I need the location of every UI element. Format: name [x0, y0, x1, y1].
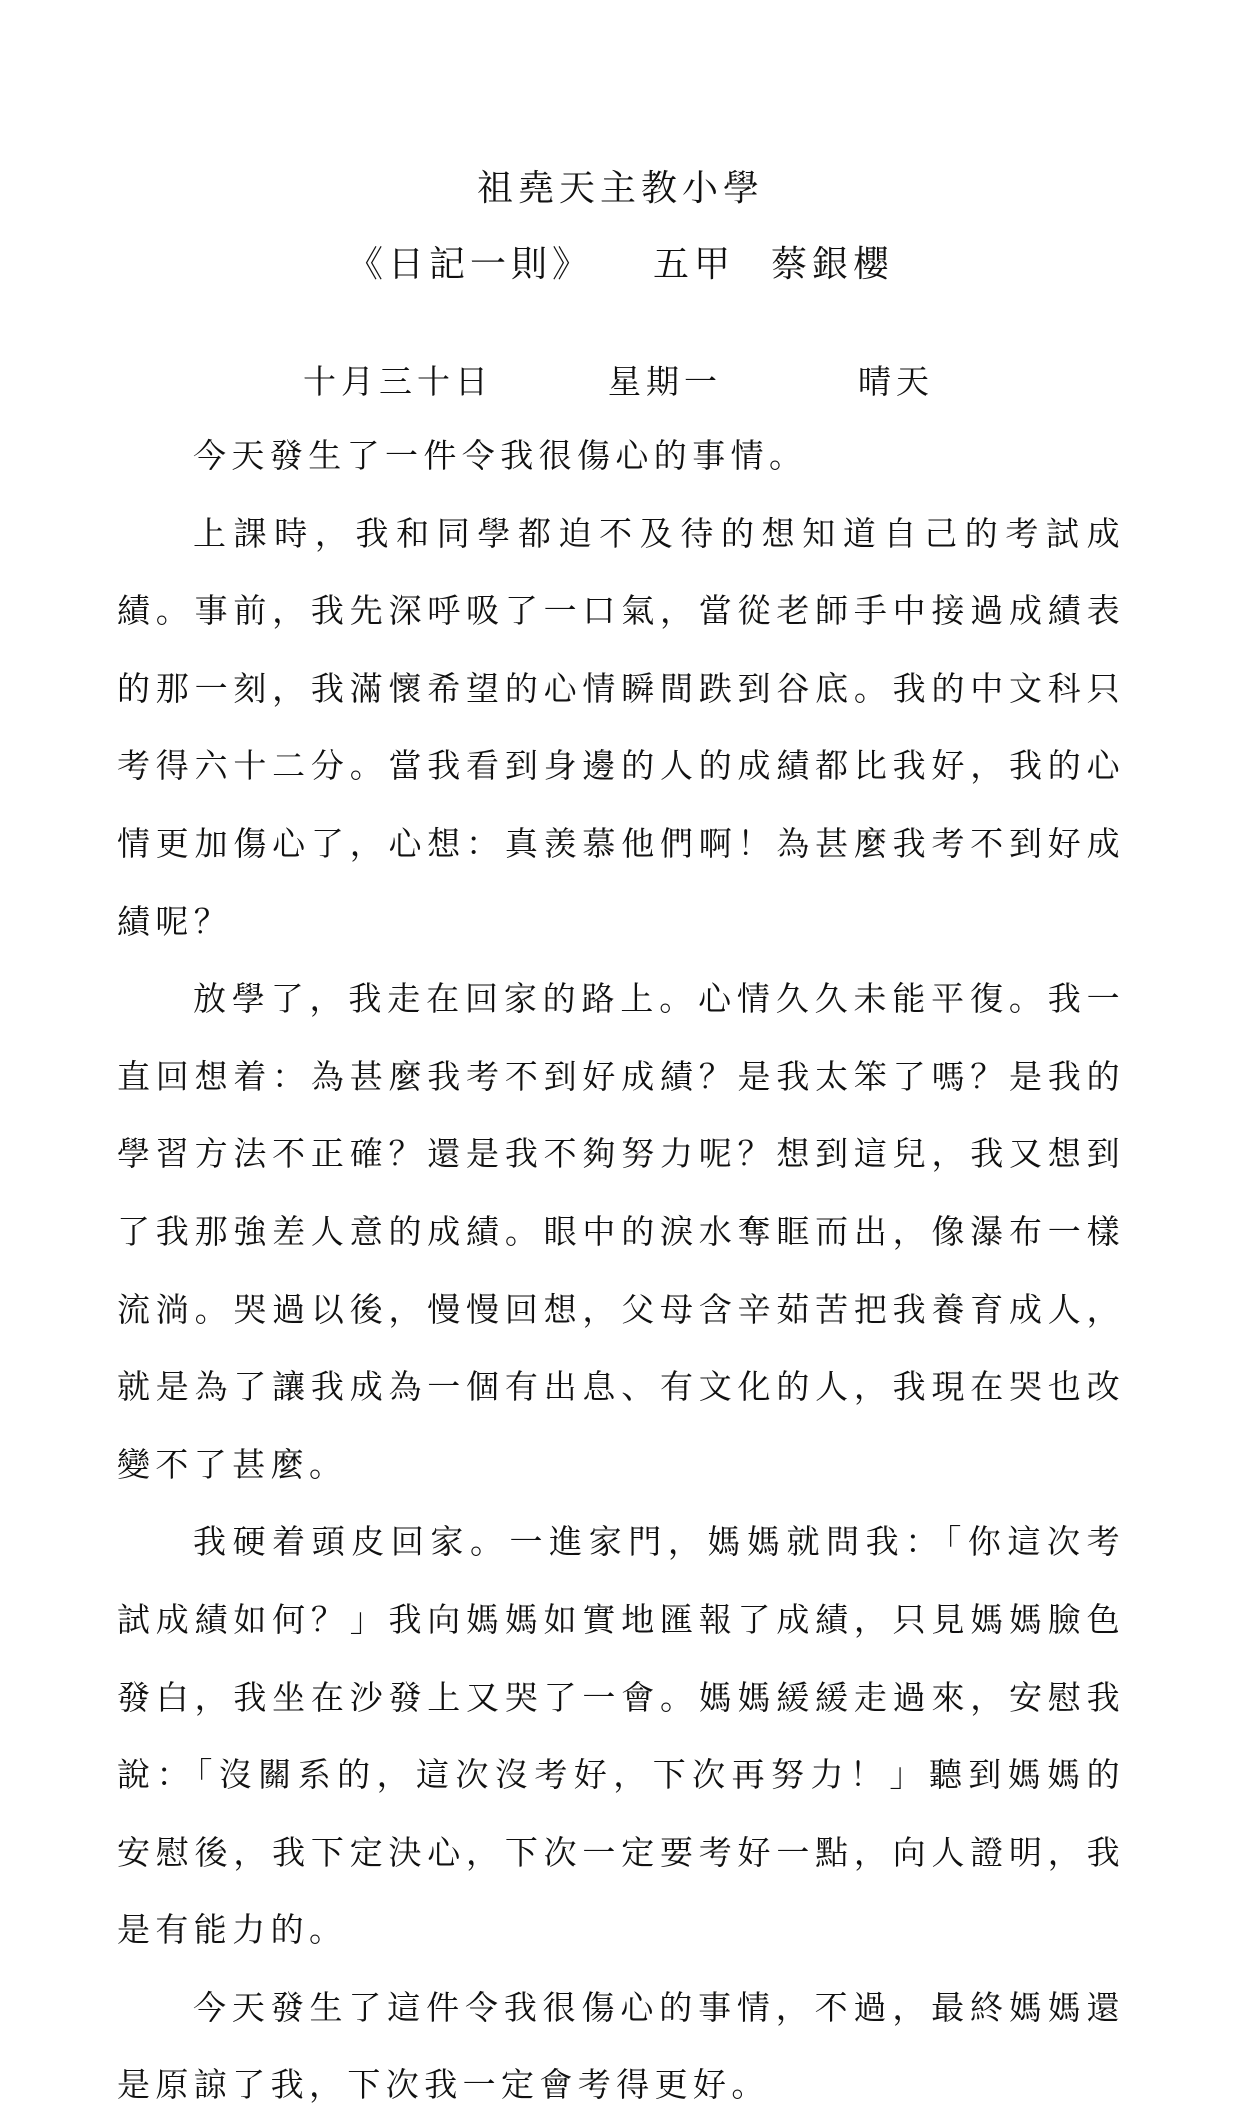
paragraph-3: 放學了，我走在回家的路上。心情久久未能平復。我一直回想着：為甚麼我考不到好成績？是我太笨了嗎？是我的學習方法不正確？還是我不夠努力呢？想到這兒，我又想到了我那強差人意的成績。眼中的淚水奪眶而出，像瀑布一樣流淌。哭過以後，慢慢回想，父母含辛茹苦把我養育成人，就是為了讓我成為一個有出息、有文化的人，我現在哭也改變不了甚麼。 [117, 979, 1125, 1484]
student-name: 蔡銀櫻 [771, 244, 895, 285]
paragraph-5: 今天發生了這件令我很傷心的事情，不過，最終媽媽還是原諒了我，下次我一定會考得更好。 [117, 1987, 1125, 2105]
student-class: 五甲 [652, 244, 735, 285]
paragraph-2: 上課時，我和同學都迫不及待的想知道自己的考試成績。事前，我先深呼吸了一口氣，當從老師手中接過成績表的那一刻，我滿懷希望的心情瞬間跌到谷底。我的中文科只考得六十二分。當我看到身邊的人的成績都比我好，我的心情更加傷心了，心想：真羡慕他們啊！為甚麼我考不到好成績呢？ [117, 513, 1125, 941]
diary-title: 《日記一則》 [346, 244, 593, 285]
paragraph-4: 我硬着頭皮回家。一進家門，媽媽就問我：「你這次考試成績如何？」我向媽媽如實地匯報了成績，只見媽媽臉色發白，我坐在沙發上又哭了一會。媽媽緩緩走過來，安慰我說：「沒關系的，這次沒考好，下次再努力！」聽到媽媽的安慰後，我下定決心，下次一定要考好一點，向人證明，我是有能力的。 [117, 1522, 1125, 1950]
diary-date: 十月三十日 [303, 362, 493, 401]
paragraph-1: 今天發生了一件令我很傷心的事情。 [193, 436, 808, 475]
diary-subtitle [0, 236, 1241, 287]
diary-weather: 晴天 [858, 362, 934, 401]
diary-weekday: 星期一 [608, 362, 722, 401]
diary-body [117, 417, 1125, 2124]
school-name: 祖堯天主教小學 [476, 168, 764, 209]
